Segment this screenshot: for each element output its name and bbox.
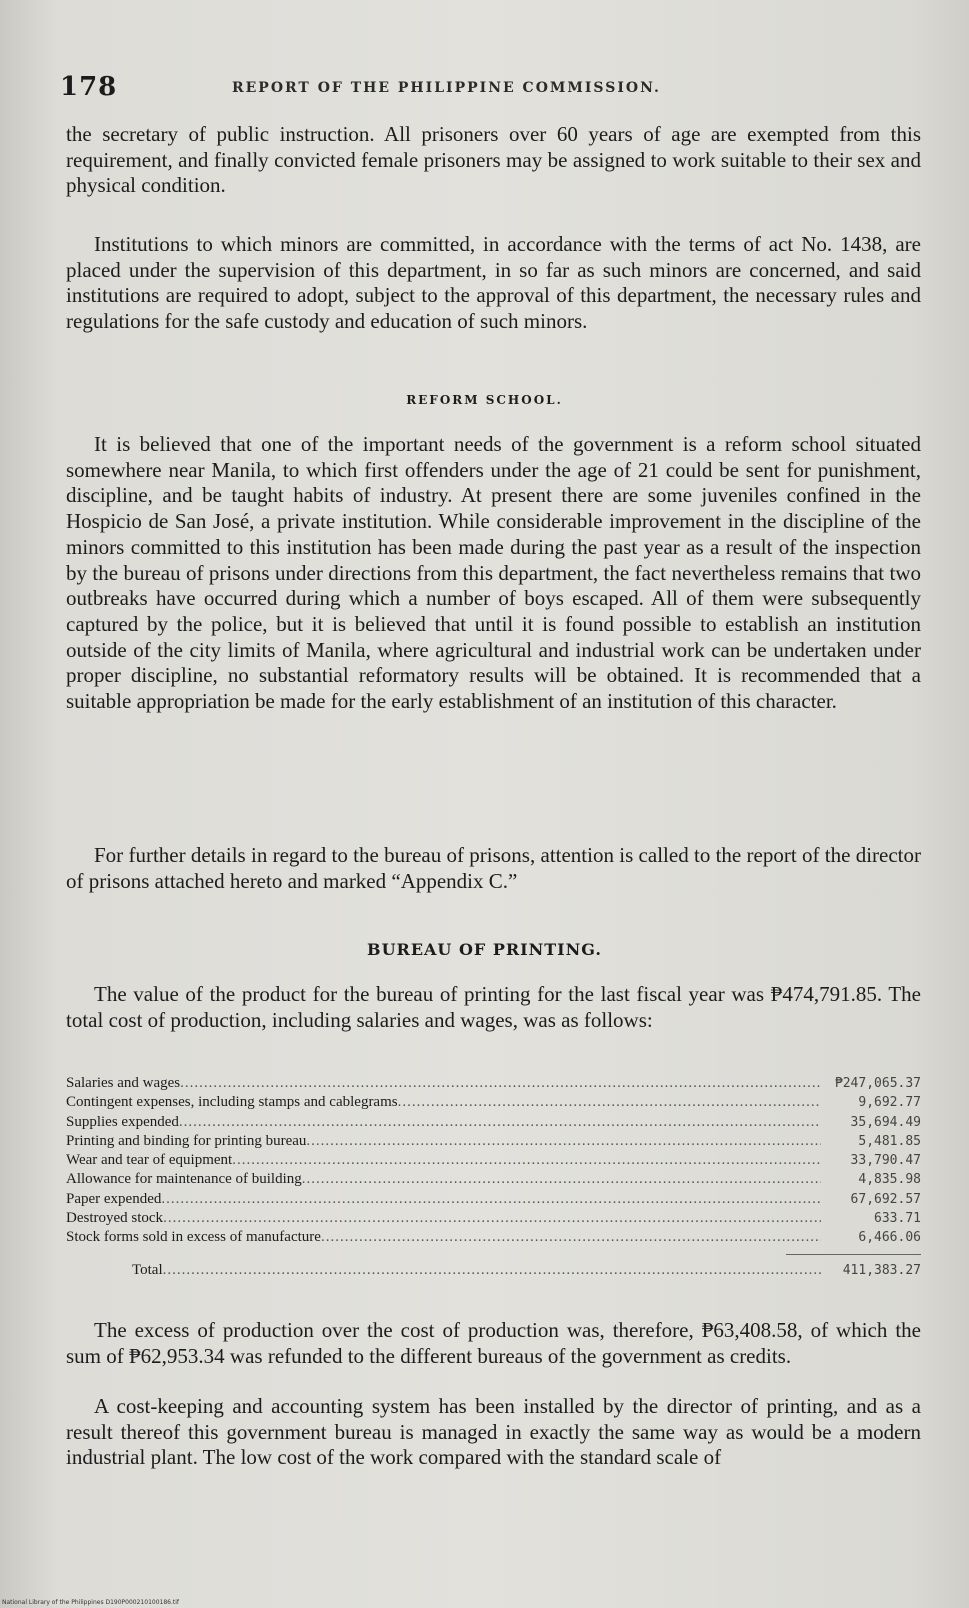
table-row <box>66 1209 921 1228</box>
section-heading-bureau-printing: BUREAU OF PRINTING. <box>367 940 602 959</box>
table-row <box>66 1132 921 1151</box>
paragraph-text: Institutions to which minors are committed, in accordance with the terms of act No. 1438, are placed under the supervision of this department, in so far as such minors are concerned, and said institutions are required to adopt, subject to the approval of this department, the necessary rules and regulations for the safe custody and education of such minors. <box>66 232 921 334</box>
table-row <box>66 1074 921 1093</box>
row-amount: 33,790.47 <box>850 1153 921 1169</box>
table-row <box>66 1151 921 1170</box>
paragraph-1 <box>66 122 921 199</box>
row-label: Paper expended <box>66 1190 162 1207</box>
table-row <box>66 1190 921 1209</box>
row-amount: 35,694.49 <box>850 1114 921 1130</box>
paragraph-4 <box>66 843 921 894</box>
row-label: Stock forms sold in excess of manufacture <box>66 1229 321 1246</box>
row-amount: 633.71 <box>874 1211 921 1227</box>
table-row <box>66 1093 921 1112</box>
row-label: Contingent expenses, including stamps and cablegrams <box>66 1094 398 1111</box>
paragraph-text: The value of the product for the bureau of printing for the last fiscal year was ₱474,791.85. The total cost of production, including salaries and wages, was as follows: <box>66 982 921 1032</box>
row-label: Supplies expended <box>66 1113 179 1130</box>
paragraph-text: the secretary of public instruction. All prisoners over 60 years of age are exempted from this requirement, and finally convicted female prisoners may be assigned to work suitable to their sex and physical condition. <box>66 122 921 198</box>
row-amount: 4,835.98 <box>858 1172 921 1188</box>
row-label: Destroyed stock <box>66 1210 164 1227</box>
row-label: Allowance for maintenance of building <box>66 1171 302 1188</box>
total-rule <box>786 1254 921 1255</box>
section-heading-reform-school: REFORM SCHOOL. <box>406 393 563 407</box>
paragraph-6 <box>66 1318 921 1369</box>
table-row <box>66 1170 921 1189</box>
row-amount: 6,466.06 <box>858 1230 921 1246</box>
paragraph-3 <box>66 432 921 715</box>
row-amount: ₱247,065.37 <box>834 1076 921 1091</box>
paragraph-text: A cost-keeping and accounting system has been installed by the director of printing, and as a result thereof this government bureau is managed in exactly the same way as would be a modern industrial plant. The low cost of the work compared with the standard scale of <box>66 1394 921 1470</box>
table-row <box>66 1228 921 1247</box>
total-label: Total <box>132 1261 163 1278</box>
paragraph-text: For further details in regard to the bureau of prisons, attention is called to the report of the director of prisons attached hereto and marked “Appendix C.” <box>66 843 921 893</box>
row-amount: 67,692.57 <box>850 1191 921 1207</box>
paragraph-text: The excess of production over the cost of production was, therefore, ₱63,408.58, of which the sum of ₱62,953.34 was refunded to the different bureaus of the government as credits. <box>66 1318 921 1368</box>
running-head: REPORT OF THE PHILIPPINE COMMISSION. <box>232 80 661 96</box>
row-label: Printing and binding for printing bureau <box>66 1132 307 1149</box>
row-label: Salaries and wages <box>66 1075 181 1091</box>
page-number: 178 <box>60 72 118 102</box>
page-header <box>60 72 920 102</box>
row-label: Wear and tear of equipment <box>66 1152 233 1169</box>
total-row <box>66 1261 921 1280</box>
paragraph-text: It is believed that one of the important needs of the government is a reform school situated somewhere near Manila, to which first offenders under the age of 21 could be sent for punishment, discipline, and be taught habits of industry. At present there are some juveniles confined in the Hospicio de San José, a private institution. While considerable improvement in the discipline of the minors committed to this institution has been made during the past year as a result of the inspection by the bureau of prisons under directions from this department, the fact nevertheless remains that two outbreaks have occurred during which a number of boys escaped. All of them were subsequently captured by the police, but it is believed that until it is found possible to establish an institution outside of the city limits of Manila, where agricultural and industrial work can be undertaken under proper discipline, no substantial reformatory results will be obtained. It is recommended that a suitable appropriation be made for the early establishment of an institution of this character. <box>66 432 921 714</box>
total-amount: 411,383.27 <box>842 1262 921 1278</box>
row-amount: 5,481.85 <box>858 1133 921 1149</box>
scan-credit: National Library of the Philippines D190P000210100186.tif <box>2 1599 180 1606</box>
cost-table <box>66 1074 921 1280</box>
paragraph-2 <box>66 232 921 335</box>
paragraph-5 <box>66 982 921 1033</box>
table-row <box>66 1113 921 1132</box>
row-amount: 9,692.77 <box>858 1095 921 1111</box>
paragraph-7 <box>66 1394 921 1471</box>
